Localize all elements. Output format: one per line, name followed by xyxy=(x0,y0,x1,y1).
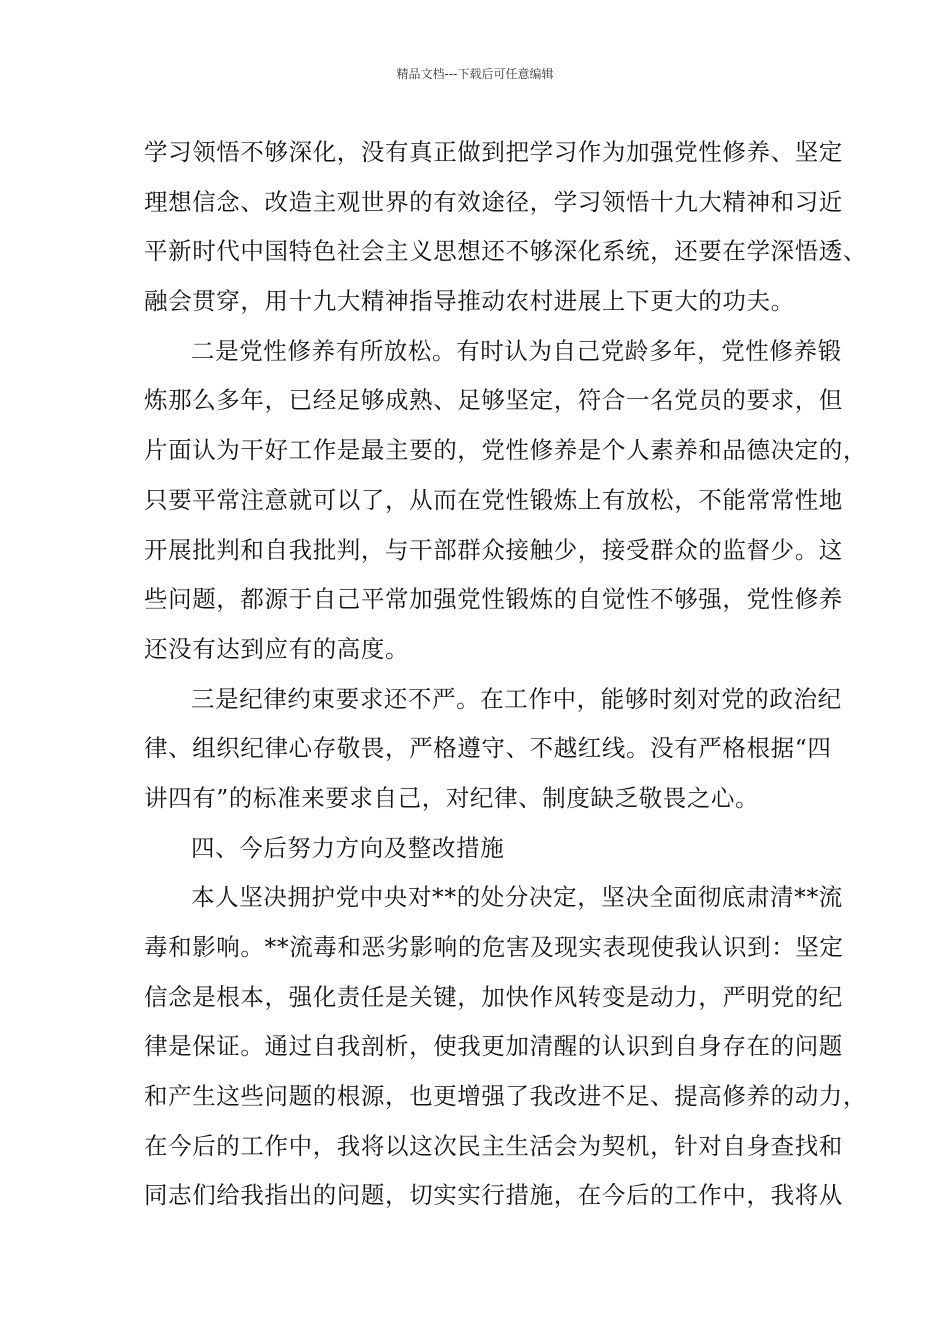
text-line: 还没有达到应有的高度。 xyxy=(144,634,410,663)
text-line: 理想信念、改造主观世界的有效途径，学习领悟十九大精神和习近 xyxy=(144,187,843,216)
paragraph-start-line: 本人坚决拥护党中央对**的处分决定，坚决全面彻底肃清**流 xyxy=(191,883,843,912)
text-line: 同志们给我指出的问题，切实实行措施，在今后的工作中，我将从 xyxy=(144,1181,843,1210)
text-line: 融会贯穿，用十九大精神指导推动农村进展上下更大的功夫。 xyxy=(144,287,795,316)
text-line: 讲四有”的标准来要求自己，对纪律、制度缺乏敬畏之心。 xyxy=(144,783,760,812)
paragraph-start-line: 二是党性修养有所放松。有时认为自己党龄多年，党性修养锻 xyxy=(191,336,842,365)
text-line: 只要平常注意就可以了，从而在党性锻炼上有放松，不能常常性地 xyxy=(144,485,843,514)
text-line: 学习领悟不够深化，没有真正做到把学习作为加强党性修养、坚定 xyxy=(144,138,843,166)
text-line: 在今后的工作中，我将以这次民主生活会为契机，针对自身查找和 xyxy=(144,1131,843,1160)
text-line: 平新时代中国特色社会主义思想还不够深化系统，还要在学深悟透、 xyxy=(144,237,867,266)
text-line: 炼那么多年，已经足够成熟、足够坚定，符合一名党员的要求，但 xyxy=(144,386,843,415)
text-line: 律、组织纪律心存敬畏，严格遵守、不越红线。没有严格根据“四 xyxy=(144,734,832,763)
text-line: 开展批判和自我批判，与干部群众接触少，接受群众的监督少。这 xyxy=(144,535,843,564)
text-line: 和产生这些问题的根源，也更增强了我改进不足、提高修养的动力， xyxy=(144,1082,867,1111)
text-line: 信念是根本，强化责任是关键，加快作风转变是动力，严明党的纪 xyxy=(144,982,843,1011)
text-line: 律是保证。通过自我剖析，使我更加清醒的认识到自身存在的问题 xyxy=(144,1032,843,1061)
paragraph-start-line: 三是纪律约束要求还不严。在工作中，能够时刻对党的政治纪 xyxy=(191,684,842,713)
text-line: 片面认为干好工作是最主要的，党性修养是个人素养和品德决定的， xyxy=(144,436,867,465)
page-header: 精品文档---下载后可任意编辑 xyxy=(396,67,554,81)
section-heading: 四、今后努力方向及整改措施 xyxy=(191,833,505,862)
text-line: 毒和影响。**流毒和恶劣影响的危害及现实表现使我认识到：坚定 xyxy=(144,933,844,961)
document-body xyxy=(144,128,867,1221)
text-line: 些问题，都源于自己平常加强党性锻炼的自觉性不够强，党性修养 xyxy=(144,585,843,614)
